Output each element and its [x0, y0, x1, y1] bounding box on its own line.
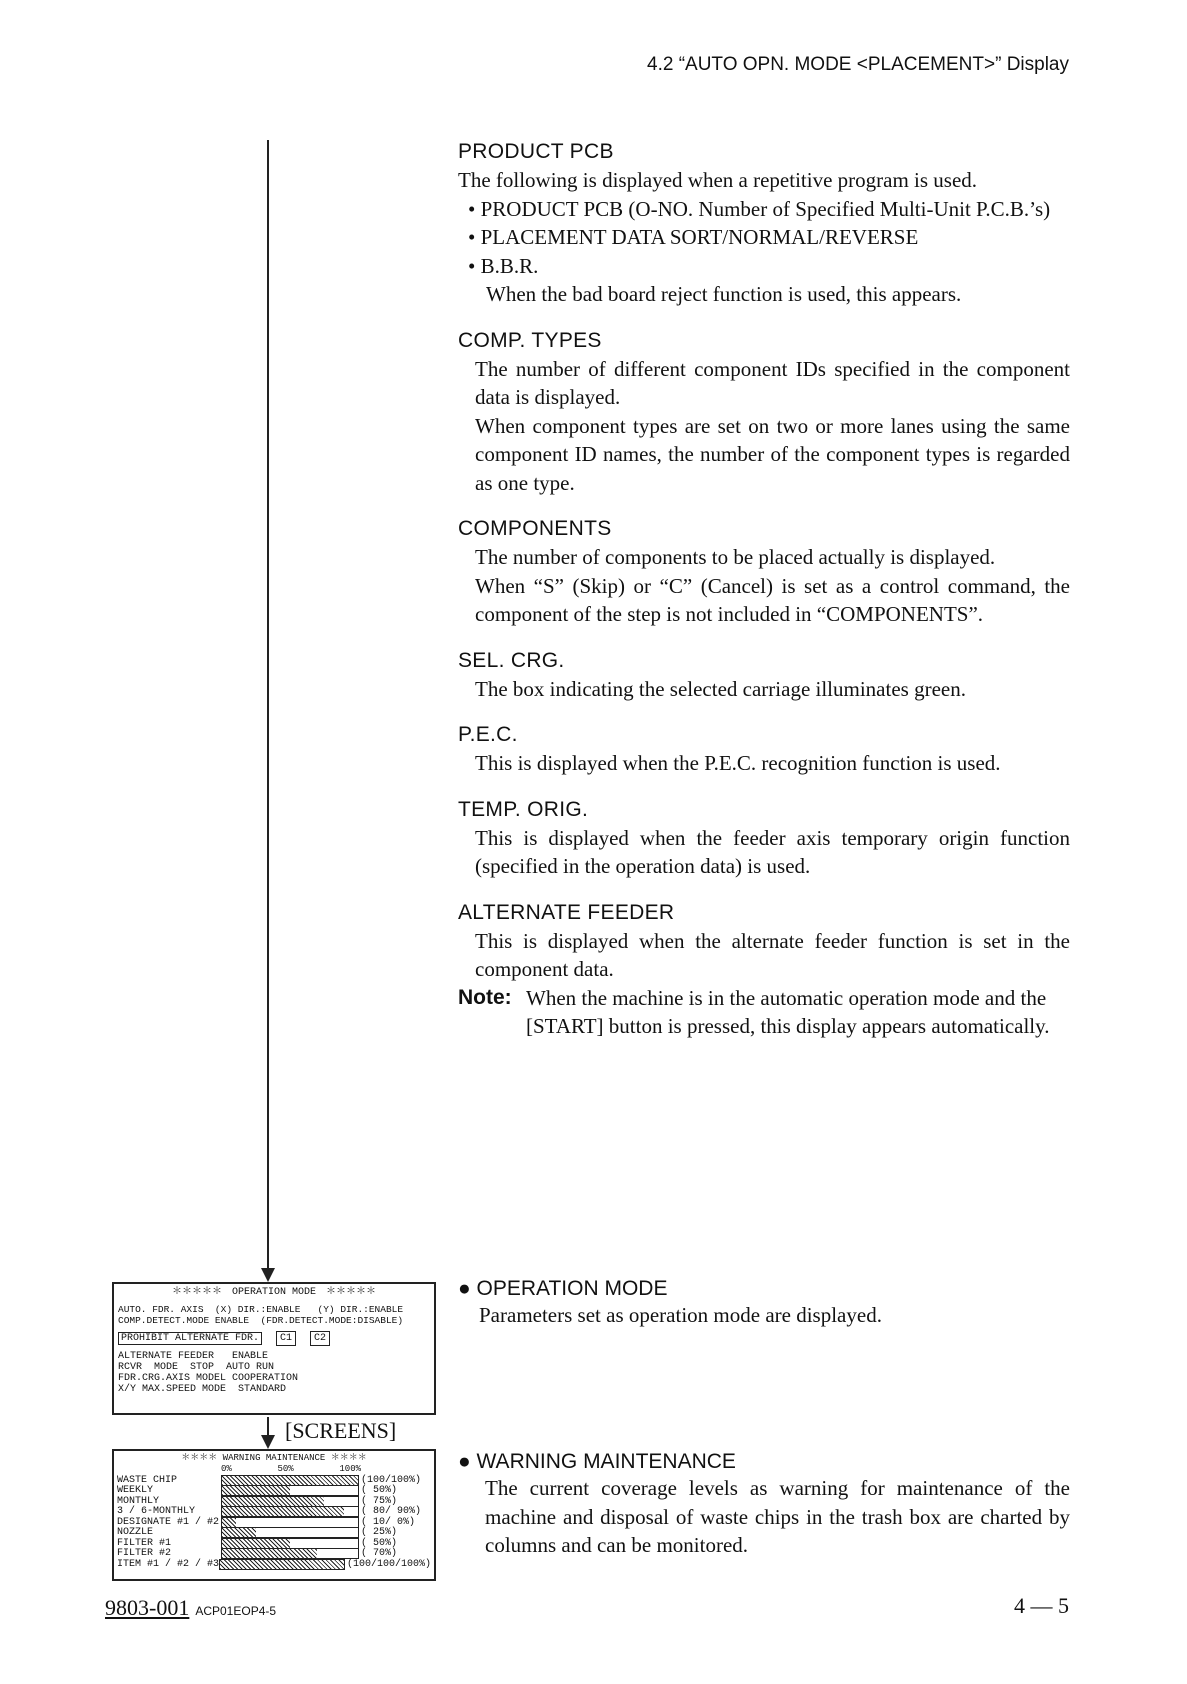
screen-line: COMP.DETECT.MODE ENABLE (FDR.DETECT.MODE:DISABLE) — [118, 1315, 404, 1326]
row-label: FILTER #1 — [117, 1537, 172, 1549]
warning-row — [117, 1559, 431, 1570]
heading: COMPONENTS — [458, 517, 612, 540]
level-bar — [221, 1527, 359, 1538]
section-alternate-feeder — [458, 901, 1070, 1041]
note-label: Note: — [458, 985, 512, 1009]
paragraph: This is displayed when the feeder axis temporary origin function (specified in the operation data) is used. — [475, 825, 1070, 878]
row-value: ( 75%) — [361, 1495, 398, 1507]
row-label: WEEKLY — [117, 1485, 154, 1497]
warning-row — [117, 1486, 431, 1497]
section-temp-orig — [458, 798, 1070, 881]
row-value: ( 70%) — [361, 1548, 398, 1560]
note — [458, 984, 1070, 1041]
row-value: ( 25%) — [361, 1527, 398, 1539]
row-value: (100/100%) — [361, 1474, 422, 1486]
footer — [105, 1595, 276, 1621]
level-bar — [221, 1548, 359, 1559]
bullet: • PLACEMENT DATA SORT/NORMAL/REVERSE — [468, 225, 919, 249]
flow-line — [267, 1417, 269, 1437]
level-bar — [221, 1485, 359, 1496]
row-value: (100/100/100%) — [346, 1558, 431, 1570]
row-label: WASTE CHIP — [117, 1474, 178, 1486]
main-column — [458, 140, 1070, 1041]
doc-code: ACP01EOP4-5 — [195, 1604, 277, 1618]
row-label: MONTHLY — [117, 1495, 160, 1507]
section-components — [458, 517, 1070, 629]
heading: COMP. TYPES — [458, 328, 602, 352]
screen-warning-maintenance — [112, 1449, 436, 1581]
screens-label: [SCREENS] — [285, 1418, 397, 1443]
paragraph: When the bad board reject function is used, this appears. — [486, 282, 962, 306]
warning-row — [117, 1538, 431, 1549]
level-bar — [221, 1517, 359, 1528]
warning-row — [117, 1507, 431, 1518]
row-label: DESIGNATE #1 / #2 — [117, 1516, 220, 1528]
section-product-pcb — [458, 140, 1070, 309]
screen-line: AUTO. FDR. AXIS (X) DIR.:ENABLE (Y) DIR.:ENABLE — [118, 1304, 404, 1315]
heading: TEMP. ORIG. — [458, 797, 589, 821]
heading: SEL. CRG. — [458, 648, 565, 672]
level-bar — [219, 1559, 345, 1570]
paragraph: Parameters set as operation mode are displayed. — [479, 1303, 882, 1327]
section-warning-maintenance — [458, 1450, 1070, 1560]
paragraph: The number of components to be placed actually is displayed. — [475, 545, 996, 569]
row-label: 3 / 6-MONTHLY — [117, 1506, 196, 1518]
paragraph: This is displayed when the P.E.C. recognition function is used. — [475, 751, 1001, 775]
screen-line: PROHIBIT ALTERNATE FDR. — [118, 1332, 262, 1345]
row-value: ( 50%) — [361, 1485, 398, 1497]
row-value: ( 10/ 0%) — [361, 1516, 416, 1528]
warning-row — [117, 1549, 431, 1560]
screen-line: ALTERNATE FEEDER ENABLE — [118, 1351, 269, 1362]
row-value: ( 50%) — [361, 1537, 398, 1549]
level-fill — [222, 1539, 290, 1548]
page-number: 4 — 5 — [1014, 1593, 1069, 1618]
section-comp-types — [458, 329, 1070, 498]
screen-title: ＊＊＊＊ WARNING MAINTENANCE ＊＊＊＊ — [181, 1453, 367, 1463]
level-fill — [222, 1497, 324, 1506]
level-fill — [220, 1560, 344, 1569]
section-pec — [458, 723, 1070, 778]
warning-row — [117, 1496, 431, 1507]
paragraph: The following is displayed when a repetitive program is used. — [458, 168, 978, 192]
level-bar — [221, 1506, 359, 1517]
bullet: • B.B.R. — [468, 253, 539, 278]
level-bar — [221, 1496, 359, 1507]
paragraph: This is displayed when the alternate feeder function is set in the component data. — [475, 928, 1070, 981]
level-bar — [221, 1475, 359, 1486]
level-fill — [222, 1507, 344, 1516]
screen-line: FDR.CRG.AXIS MODEL COOPERATION — [118, 1373, 299, 1384]
bullet: • PRODUCT PCB (O-NO. Number of Specified Multi-Unit P.C.B.’s) — [468, 196, 1051, 221]
paragraph: The number of different component IDs specified in the component data is displayed. — [475, 356, 1070, 409]
paragraph: The box indicating the selected carriage illuminates green. — [475, 676, 966, 701]
heading: ● WARNING MAINTENANCE — [458, 1450, 736, 1473]
c1-box: C1 — [276, 1331, 296, 1346]
row-label: FILTER #2 — [117, 1548, 172, 1560]
scale-label: 100% — [339, 1464, 361, 1474]
section-sel-crg — [458, 649, 1070, 704]
scale-label: 50% — [277, 1464, 294, 1474]
paragraph: The current coverage levels as warning for maintenance of the machine and disposal of waste chips in the trash box are charted by columns and can be monitored. — [485, 1476, 1070, 1557]
row-value: ( 80/ 90%) — [361, 1506, 422, 1518]
screen-title: ＊＊＊＊＊ OPERATION MODE ＊＊＊＊＊ — [171, 1287, 376, 1298]
paragraph: When component types are set on two or more lanes using the same component ID names, the number of the component types is regarded as one type. — [475, 413, 1070, 495]
flow-line — [267, 140, 269, 1275]
warning-row — [117, 1475, 431, 1486]
arrow-down-icon — [261, 1435, 275, 1449]
warning-row — [117, 1528, 431, 1539]
warning-row — [117, 1517, 431, 1528]
level-fill — [222, 1549, 317, 1558]
note-text: When the machine is in the automatic operation mode and the [START] button is pressed, this display appears automatically. — [526, 985, 1050, 1038]
heading: P.E.C. — [458, 723, 518, 746]
c2-box: C2 — [310, 1331, 330, 1346]
heading: ALTERNATE FEEDER — [458, 900, 675, 924]
level-fill — [222, 1528, 256, 1537]
level-fill — [222, 1518, 236, 1527]
level-fill — [222, 1476, 358, 1485]
arrow-down-icon — [261, 1268, 275, 1282]
doc-number: 9803-001 — [105, 1595, 190, 1620]
screen-operation-mode — [112, 1282, 436, 1415]
heading: PRODUCT PCB — [458, 140, 614, 163]
level-bar — [221, 1538, 359, 1549]
row-label: NOZZLE — [117, 1527, 154, 1539]
heading: ● OPERATION MODE — [458, 1277, 668, 1300]
section-operation-mode — [458, 1277, 882, 1330]
running-header: 4.2 “AUTO OPN. MODE <PLACEMENT>” Display — [647, 54, 1069, 75]
screen-line: X/Y MAX.SPEED MODE STANDARD — [118, 1384, 287, 1395]
paragraph: When “S” (Skip) or “C” (Cancel) is set as a control command, the component of the step is not included in “COMPONENTS”. — [475, 573, 1070, 626]
level-fill — [222, 1486, 290, 1495]
scale-label: 0% — [221, 1464, 232, 1474]
screen-line: RCVR MODE STOP AUTO RUN — [118, 1362, 275, 1373]
row-label: ITEM #1 / #2 / #3 — [117, 1558, 220, 1570]
